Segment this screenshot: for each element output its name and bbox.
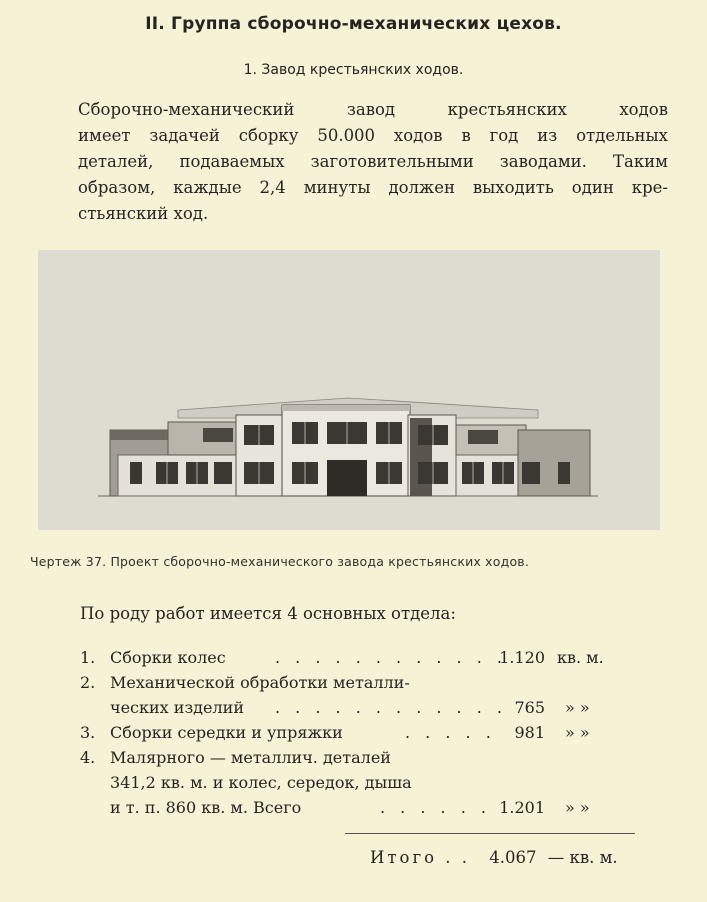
item-unit: » » [565, 723, 590, 742]
total-rule [345, 833, 635, 834]
paragraph-line: имеет задачей сборку 50.000 ходов в год из отдельных [78, 126, 668, 145]
factory-drawing [38, 250, 660, 530]
item-number: 2. [80, 673, 96, 692]
item-unit: » » [565, 798, 590, 817]
list-item-continuation [80, 698, 640, 723]
departments-intro: По роду работ имеется 4 основных отдела: [80, 604, 456, 623]
item-unit: » » [565, 698, 590, 717]
list-item [80, 673, 640, 698]
item-area: 1.120 [499, 648, 545, 667]
item-area: 1.201 [499, 798, 545, 817]
item-text: и т. п. 860 кв. м. Всего [110, 798, 302, 817]
total-unit: — кв. м. [547, 848, 618, 867]
item-text: Сборки середки и упряжки [110, 723, 343, 742]
list-item-continuation [80, 798, 640, 823]
item-area: 981 [514, 723, 545, 742]
total-value: 4.067 [489, 848, 537, 867]
section-heading: II. Группа сборочно-механических цехов. [145, 14, 562, 34]
item-text: Сборки колес [110, 648, 226, 667]
item-text: 341,2 кв. м. и колес, середок, дыша [110, 773, 412, 792]
leader-dots: . . . . . . . . . . . . [275, 698, 507, 717]
figure-caption: Чертеж 37. Проект сборочно-механического завода крестьянских ходов. [30, 554, 530, 569]
paragraph-line: стьянский ход. [78, 204, 209, 223]
list-item-continuation [80, 773, 640, 798]
item-text: ческих изделий [110, 698, 244, 717]
item-text: Механической обработки металли- [110, 673, 410, 692]
item-number: 4. [80, 748, 96, 767]
leader-dots: . . . . . [405, 723, 496, 742]
item-unit: кв. м. [557, 648, 604, 667]
list-item [80, 648, 640, 673]
leader-dots: . . . . . . . . . . . . [275, 648, 507, 667]
item-text: Малярного — металлич. деталей [110, 748, 391, 767]
intro-paragraph [78, 97, 668, 227]
subsection-heading: 1. Завод крестьянских ходов. [243, 62, 464, 78]
leader-dots: . . . . . . [380, 798, 491, 817]
paragraph-line: Сборочно-механический завод крестьянских ходов [78, 100, 668, 119]
total-line [370, 848, 618, 867]
item-area: 765 [514, 698, 545, 717]
total-label: Итого . . [370, 848, 471, 867]
item-number: 1. [80, 648, 96, 667]
item-number: 3. [80, 723, 96, 742]
departments-list [80, 648, 640, 823]
list-item [80, 748, 640, 773]
paragraph-line: образом, каждые 2,4 минуты должен выходить один кре- [78, 178, 668, 197]
paragraph-line: деталей, подаваемых заготовительными заводами. Таким [78, 152, 668, 171]
factory-elevation-illustration [38, 250, 660, 530]
list-item [80, 723, 640, 748]
